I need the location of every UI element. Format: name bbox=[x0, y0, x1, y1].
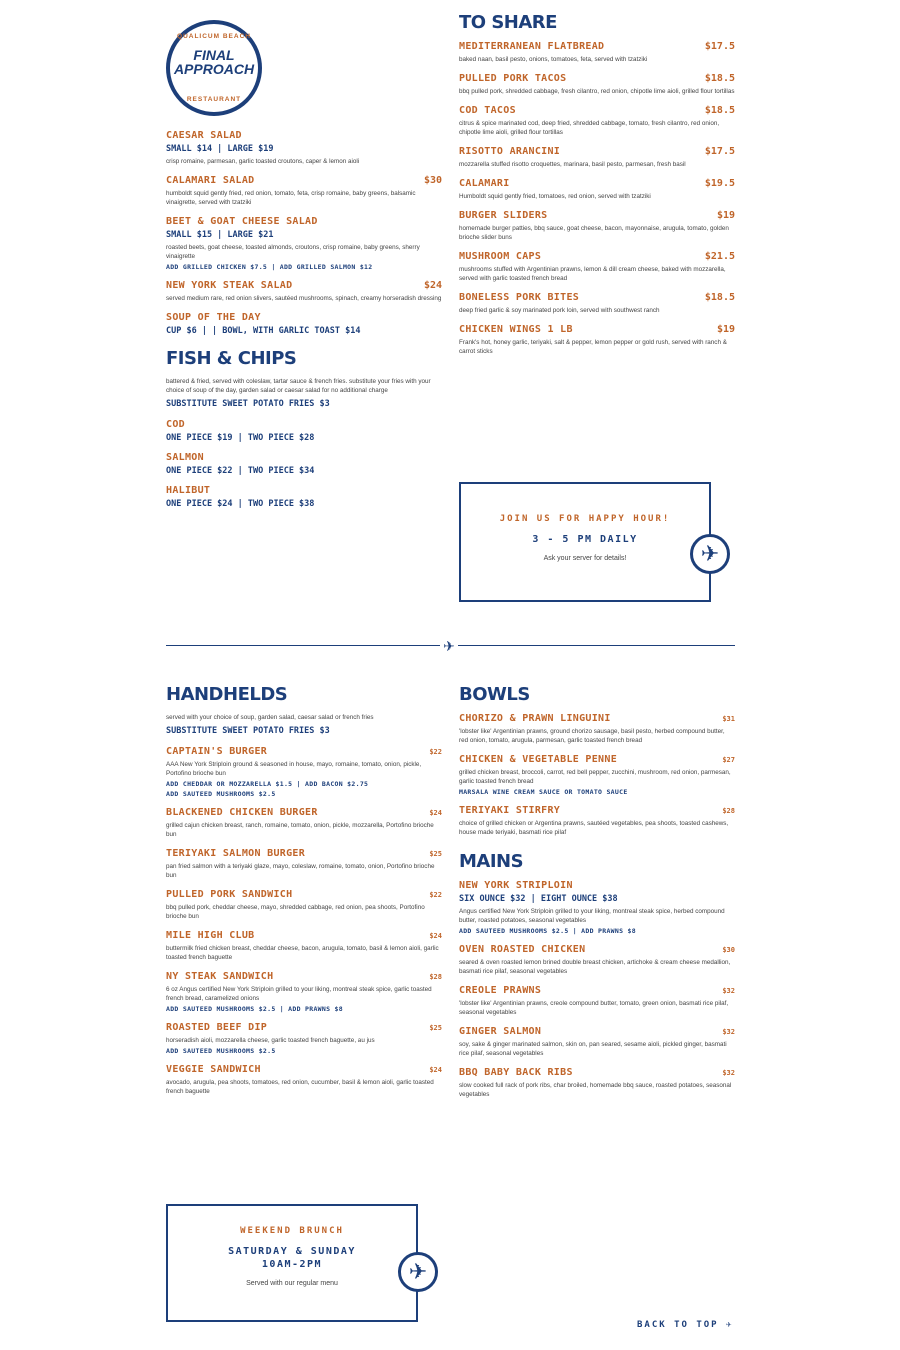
menu-item-sizes: CUP $6 | | BOWL, WITH GARLIC TOAST $14 bbox=[166, 326, 361, 336]
menu-item-header bbox=[459, 805, 735, 816]
menu-item-name: MILE HIGH CLUB bbox=[166, 930, 255, 941]
menu-item-price: $18.5 bbox=[704, 73, 735, 84]
menu-item-desc: avocado, arugula, pea shoots, tomatoes, red onion, cucumber, basil & lemon aioli, garlic toasted french baguette bbox=[166, 1079, 434, 1095]
menu-item-sizes: ONE PIECE $19 | TWO PIECE $28 bbox=[166, 433, 315, 443]
menu-item bbox=[166, 807, 442, 839]
menu-item-desc: Frank's hot, honey garlic, teriyaki, salt & pepper, lemon pepper or gold rush, served with ranch & carrot sticks bbox=[459, 339, 727, 355]
menu-item-name: BBQ BABY BACK RIBS bbox=[459, 1067, 573, 1078]
menu-item-header bbox=[459, 292, 735, 303]
menu-item-header bbox=[166, 1022, 442, 1033]
menu-item-desc: Angus certified New York Striploin grilled to your liking, montreal steak spice, herbed compound butter, roasted potatoes, seasonal vegetables bbox=[459, 908, 725, 924]
menu-item-price: $32 bbox=[722, 1069, 735, 1077]
fish-chips-title: FISH & CHIPS bbox=[166, 348, 297, 369]
menu-item-name: HALIBUT bbox=[166, 485, 211, 496]
brunch-time: 10AM-2PM bbox=[261, 1259, 323, 1270]
menu-item-name: MEDITERRANEAN FLATBREAD bbox=[459, 41, 605, 52]
fish-chips-desc: battered & fried, served with coleslaw, tartar sauce & french fries. substitute your fries with your choice of soup of the day, garden salad or caesar salad for no additional charge bbox=[166, 378, 431, 394]
menu-item-header bbox=[459, 251, 735, 262]
happy-hour-note: Ask your server for details! bbox=[543, 555, 627, 562]
menu-item-name: TERIYAKI SALMON BURGER bbox=[166, 848, 306, 859]
menu-item bbox=[166, 1022, 442, 1055]
menu-item-addon: ADD SAUTEED MUSHROOMS $2.5 | ADD PRAWNS $8 bbox=[166, 1005, 343, 1013]
menu-item-name: BONELESS PORK BITES bbox=[459, 292, 580, 303]
menu-item-header bbox=[166, 746, 442, 757]
menu-item bbox=[166, 930, 442, 962]
menu-item-header bbox=[459, 754, 735, 765]
menu-item-desc: mushrooms stuffed with Argentinian prawns, lemon & dill cream cheese, baked with mozzarella, served with garlic toasted french bread bbox=[459, 266, 726, 282]
menu-item-price: $30 bbox=[722, 946, 735, 954]
menu-item-header bbox=[166, 175, 442, 186]
menu-item-addon: ADD CHEDDAR OR MOZZARELLA $1.5 | ADD BACON $2.75 bbox=[166, 780, 369, 788]
menu-item-name: GINGER SALMON bbox=[459, 1026, 542, 1037]
menu-item-header bbox=[166, 485, 442, 496]
menu-item-price: $31 bbox=[722, 715, 735, 723]
bowls-title: BOWLS bbox=[459, 684, 530, 705]
menu-item-name: BURGER SLIDERS bbox=[459, 210, 548, 221]
menu-item-name: NY STEAK SANDWICH bbox=[166, 971, 274, 982]
menu-item-desc: bbq pulled pork, shredded cabbage, fresh cilantro, red onion, chipotle lime aioli, grilled flour tortillas bbox=[459, 88, 735, 95]
menu-item-price: $19 bbox=[716, 210, 735, 221]
menu-item bbox=[166, 1064, 442, 1096]
brunch-heading: WEEKEND BRUNCH bbox=[240, 1226, 344, 1236]
menu-item-sizes: ONE PIECE $24 | TWO PIECE $38 bbox=[166, 499, 315, 509]
menu-item-header bbox=[459, 210, 735, 221]
menu-item-desc: deep fried garlic & soy marinated pork loin, served with southwest ranch bbox=[459, 307, 660, 314]
menu-item-price: $24 bbox=[429, 932, 442, 940]
menu-item-addon: ADD GRILLED CHICKEN $7.5 | ADD GRILLED SALMON $12 bbox=[166, 263, 373, 271]
menu-item bbox=[459, 1067, 735, 1099]
menu-item bbox=[459, 324, 735, 356]
handhelds-title: HANDHELDS bbox=[166, 684, 288, 705]
menu-item bbox=[166, 746, 442, 798]
menu-item-price: $27 bbox=[722, 756, 735, 764]
back-to-top-link[interactable]: BACK TO TOP ✈ bbox=[637, 1320, 734, 1330]
menu-item-price: $32 bbox=[722, 987, 735, 995]
menu-item-header bbox=[166, 930, 442, 941]
logo-line1: FINAL bbox=[193, 47, 235, 63]
menu-item bbox=[459, 713, 735, 745]
right-top-column bbox=[459, 8, 735, 365]
menu-item bbox=[166, 216, 442, 271]
menu-item-header bbox=[166, 848, 442, 859]
menu-item bbox=[166, 971, 442, 1013]
menu-item-desc: roasted beets, goat cheese, toasted almonds, croutons, crisp romaine, baby greens, sherry vinaigrette bbox=[166, 244, 420, 260]
menu-item-price: $17.5 bbox=[704, 146, 735, 157]
menu-item-price: $19 bbox=[716, 324, 735, 335]
menu-item-price: $28 bbox=[722, 807, 735, 815]
menu-item bbox=[166, 889, 442, 921]
menu-item-price: $25 bbox=[429, 850, 442, 858]
menu-item-price: $18.5 bbox=[704, 292, 735, 303]
menu-item-desc: Humboldt squid gently fried, tomatoes, red onion, served with tzatziki bbox=[459, 193, 651, 200]
menu-item-desc: choice of grilled chicken or Argentina prawns, sautéed vegetables, pea shoots, toasted cashews, house made teriyaki, basmati rice pilaf bbox=[459, 820, 729, 836]
menu-item bbox=[166, 312, 442, 336]
weekend-brunch-box bbox=[166, 1204, 418, 1322]
menu-item-desc: grilled cajun chicken breast, ranch, romaine, tomato, onion, pickle, mozzarella, Portofino brioche bun bbox=[166, 822, 434, 838]
menu-item-header bbox=[459, 713, 735, 724]
menu-item bbox=[166, 485, 442, 509]
menu-item bbox=[166, 175, 442, 207]
menu-item-name: CHICKEN WINGS 1 LB bbox=[459, 324, 573, 335]
menu-item-price: $32 bbox=[722, 1028, 735, 1036]
logo-name bbox=[170, 48, 258, 76]
logo-bottom-text: RESTAURANT bbox=[186, 96, 242, 103]
menu-item-desc: horseradish aioli, mozzarella cheese, garlic toasted french baguette, au jus bbox=[166, 1037, 375, 1044]
handhelds-desc: served with your choice of soup, garden salad, caesar salad or french fries bbox=[166, 714, 374, 721]
menu-item bbox=[459, 985, 735, 1017]
menu-item bbox=[459, 805, 735, 837]
menu-item-header bbox=[459, 146, 735, 157]
menu-item bbox=[459, 105, 735, 137]
menu-item-header bbox=[459, 178, 735, 189]
menu-item bbox=[459, 944, 735, 976]
menu-item-name: VEGGIE SANDWICH bbox=[166, 1064, 261, 1075]
menu-item-price: $22 bbox=[429, 891, 442, 899]
menu-item bbox=[166, 130, 442, 166]
menu-item-name: NEW YORK STRIPLOIN bbox=[459, 880, 573, 891]
menu-item bbox=[166, 848, 442, 880]
menu-item-header bbox=[459, 985, 735, 996]
menu-item-desc: AAA New York Striploin ground & seasoned in house, mayo, romaine, tomato, onion, pickle, Portofino brioche bun bbox=[166, 761, 422, 777]
menu-item-price: $19.5 bbox=[704, 178, 735, 189]
menu-item-header bbox=[459, 944, 735, 955]
menu-item-addon: MARSALA WINE CREAM SAUCE OR TOMATO SAUCE bbox=[459, 788, 628, 796]
menu-item-name: NEW YORK STEAK SALAD bbox=[166, 280, 293, 291]
menu-item-desc: pan fried salmon with a teriyaki glaze, mayo, coleslaw, romaine, tomato, onion, Portofino brioche bun bbox=[166, 863, 435, 879]
menu-item-name: CAESAR SALAD bbox=[166, 130, 242, 141]
menu-item-desc: mozzarella stuffed risotto croquettes, marinara, basil pesto, parmesan, fresh basil bbox=[459, 161, 686, 168]
logo-line2: APPROACH bbox=[173, 61, 255, 77]
menu-item-header bbox=[459, 324, 735, 335]
menu-item bbox=[459, 146, 735, 169]
menu-item-header bbox=[166, 419, 442, 430]
menu-item-header bbox=[459, 880, 735, 891]
menu-item-header bbox=[166, 452, 442, 463]
menu-item-desc: crisp romaine, parmesan, garlic toasted croutons, caper & lemon aioli bbox=[166, 158, 360, 165]
menu-item-desc: slow cooked full rack of pork ribs, char broiled, homemade bbq sauce, roasted potatoes, seasonal vegetables bbox=[459, 1082, 732, 1098]
menu-item-name: PULLED PORK SANDWICH bbox=[166, 889, 293, 900]
menu-item-name: COD bbox=[166, 419, 185, 430]
bowls-list bbox=[459, 713, 735, 837]
mains-title: MAINS bbox=[459, 851, 524, 872]
logo-top-text: QUALICUM BEACH bbox=[177, 33, 251, 40]
menu-item bbox=[459, 178, 735, 201]
menu-item-name: PULLED PORK TACOS bbox=[459, 73, 567, 84]
menu-item-price: $17.5 bbox=[704, 41, 735, 52]
menu-item-header bbox=[166, 971, 442, 982]
menu-item-header bbox=[166, 216, 442, 227]
menu-item-name: CREOLE PRAWNS bbox=[459, 985, 542, 996]
menu-item-header bbox=[459, 1067, 735, 1078]
menu-item bbox=[459, 880, 735, 935]
menu-item-header bbox=[459, 73, 735, 84]
menu-item-header bbox=[459, 105, 735, 116]
left-bottom-column bbox=[166, 680, 442, 1105]
menu-item-name: BLACKENED CHICKEN BURGER bbox=[166, 807, 318, 818]
menu-item-header bbox=[166, 280, 442, 291]
menu-item-sizes: SMALL $15 | LARGE $21 bbox=[166, 230, 274, 240]
menu-item-name: MUSHROOM CAPS bbox=[459, 251, 542, 262]
menu-item-header bbox=[166, 1064, 442, 1075]
menu-item-desc: soy, sake & ginger marinated salmon, skin on, pan seared, sesame aioli, pickled ginger, basmati rice pilaf, seasonal vegetables bbox=[459, 1041, 727, 1057]
to-share-title: TO SHARE bbox=[459, 12, 557, 33]
share-list bbox=[459, 41, 735, 356]
menu-item-desc: seared & oven roasted lemon brined double breast chicken, artichoke & cream cheese medallion, basmati rice pilaf, seasonal vegetables bbox=[459, 959, 731, 975]
menu-item bbox=[459, 73, 735, 96]
menu-item-sizes: ONE PIECE $22 | TWO PIECE $34 bbox=[166, 466, 315, 476]
menu-item bbox=[459, 292, 735, 315]
menu-item-name: TERIYAKI STIRFRY bbox=[459, 805, 561, 816]
menu-item-name: SOUP OF THE DAY bbox=[166, 312, 261, 323]
left-top-column bbox=[166, 20, 442, 518]
right-bottom-column bbox=[459, 680, 735, 1108]
menu-item-name: CALAMARI SALAD bbox=[166, 175, 255, 186]
menu-item-name: RISOTTO ARANCINI bbox=[459, 146, 561, 157]
menu-item bbox=[166, 452, 442, 476]
menu-item-price: $21.5 bbox=[704, 251, 735, 262]
menu-item-desc: homemade burger patties, bbq sauce, goat cheese, bacon, mayonnaise, arugula, tomato, golden brioche slider buns bbox=[459, 225, 729, 241]
menu-item bbox=[166, 419, 442, 443]
menu-item-name: ROASTED BEEF DIP bbox=[166, 1022, 268, 1033]
menu-item-name: CHORIZO & PRAWN LINGUINI bbox=[459, 713, 611, 724]
menu-item-header bbox=[459, 1026, 735, 1037]
menu-item bbox=[459, 210, 735, 242]
menu-item-price: $24 bbox=[429, 809, 442, 817]
handhelds-list bbox=[166, 746, 442, 1096]
menu-item bbox=[459, 1026, 735, 1058]
brunch-note: Served with our regular menu bbox=[246, 1280, 338, 1287]
menu-item-price: $28 bbox=[429, 973, 442, 981]
menu-item bbox=[459, 41, 735, 64]
menu-item-name: CALAMARI bbox=[459, 178, 510, 189]
menu-item bbox=[459, 754, 735, 796]
menu-item-name: OVEN ROASTED CHICKEN bbox=[459, 944, 586, 955]
menu-item-price: $24 bbox=[423, 280, 442, 291]
menu-item-header bbox=[166, 130, 442, 141]
menu-item-addon: ADD SAUTEED MUSHROOMS $2.5 bbox=[166, 1047, 276, 1055]
menu-item-header bbox=[459, 41, 735, 52]
menu-item-sizes: SMALL $14 | LARGE $19 bbox=[166, 144, 274, 154]
menu-item-price: $24 bbox=[429, 1066, 442, 1074]
menu-item-desc: humboldt squid gently fried, red onion, tomato, feta, crisp romaine, baby greens, balsamic vinaigrette, served with tzatziki bbox=[166, 190, 416, 206]
mains-list bbox=[459, 880, 735, 1099]
menu-item-price: $22 bbox=[429, 748, 442, 756]
menu-item-desc: grilled chicken breast, broccoli, carrot, red bell pepper, zucchini, mushroom, red onion, parmesan, garlic toasted french bread bbox=[459, 769, 731, 785]
menu-item-header bbox=[166, 807, 442, 818]
menu-item-name: COD TACOS bbox=[459, 105, 516, 116]
menu-item-desc: 'lobster like' Argentinian prawns, creole compound butter, tomato, green onion, basmati rice pilaf, seasonal vegetables bbox=[459, 1000, 729, 1016]
menu-item-price: $30 bbox=[423, 175, 442, 186]
menu-item-desc: bbq pulled pork, cheddar cheese, mayo, shredded cabbage, red onion, pea shoots, Portofino brioche bun bbox=[166, 904, 425, 920]
menu-item bbox=[166, 280, 442, 303]
menu-item-desc: buttermilk fried chicken breast, cheddar cheese, bacon, arugula, tomato, basil & lemon aioli, garlic toasted french baguette bbox=[166, 945, 439, 961]
menu-item-desc: baked naan, basil pesto, onions, tomatoes, feta, served with tzatziki bbox=[459, 56, 648, 63]
menu-item-desc: citrus & spice marinated cod, deep fried, shredded cabbage, tomato, fresh cilantro, red onion, chipotle lime aioli, grilled flour tortillas bbox=[459, 120, 720, 136]
plane-icon: ✈ bbox=[690, 534, 730, 574]
menu-item-price: $25 bbox=[429, 1024, 442, 1032]
menu-item-header bbox=[166, 889, 442, 900]
restaurant-logo[interactable] bbox=[166, 20, 262, 116]
brunch-days: SATURDAY & SUNDAY bbox=[228, 1246, 356, 1257]
menu-item-addon: ADD SAUTEED MUSHROOMS $2.5 | ADD PRAWNS $8 bbox=[459, 927, 636, 935]
menu-item-sizes: SIX OUNCE $32 | EIGHT OUNCE $38 bbox=[459, 894, 618, 904]
menu-item-header bbox=[166, 312, 442, 323]
menu-item-name: CAPTAIN'S BURGER bbox=[166, 746, 268, 757]
handhelds-note: SUBSTITUTE SWEET POTATO FRIES $3 bbox=[166, 726, 330, 736]
menu-item-desc: served medium rare, red onion slivers, sautéed mushrooms, spinach, creamy horseradish dressing bbox=[166, 295, 442, 302]
menu-item-name: CHICKEN & VEGETABLE PENNE bbox=[459, 754, 618, 765]
menu-item-addon: ADD SAUTEED MUSHROOMS $2.5 bbox=[166, 790, 276, 798]
happy-hour-heading: JOIN US FOR HAPPY HOUR! bbox=[499, 514, 671, 524]
menu-item-desc: 'lobster like' Argentinian prawns, ground chorizo sausage, basil pesto, herbed compound butter, red onion, tomato, arugula, parmesan, garlic toasted french bread bbox=[459, 728, 725, 744]
fish-list bbox=[166, 419, 442, 509]
plane-icon: ✈ bbox=[440, 637, 458, 655]
happy-hour-box bbox=[459, 482, 711, 602]
menu-item-desc: 6 oz Angus certified New York Striploin grilled to your liking, montreal steak spice, garlic toasted french bread, caramelized onions bbox=[166, 986, 432, 1002]
salads-list bbox=[166, 130, 442, 336]
menu-item-name: BEET & GOAT CHEESE SALAD bbox=[166, 216, 318, 227]
happy-hour-time: 3 - 5 PM DAILY bbox=[532, 534, 638, 545]
menu-item-name: SALMON bbox=[166, 452, 204, 463]
plane-icon: ✈ bbox=[398, 1252, 438, 1292]
fish-chips-note: SUBSTITUTE SWEET POTATO FRIES $3 bbox=[166, 399, 330, 409]
menu-item bbox=[459, 251, 735, 283]
menu-item-price: $18.5 bbox=[704, 105, 735, 116]
